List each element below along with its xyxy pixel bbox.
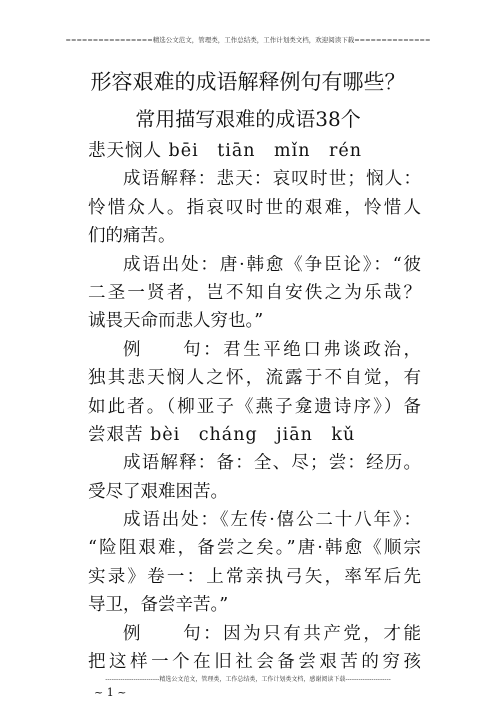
body-line: 受尽了艰难困苦。 xyxy=(88,481,228,502)
body-line: 如此者。（柳亚子《燕子龛遗诗序》）备 xyxy=(88,396,421,417)
page-number: ~ 1 ~ xyxy=(94,686,127,699)
footer-banner: -------------------------精选公文范文，管理类，工作总结类，工作计划类文档，感谢阅读下载--------------------- xyxy=(105,676,391,683)
body-line: 独其悲天悯人之怀，流露于不自觉，有 xyxy=(88,368,421,389)
body-line: 导卫，备尝辛苦。” xyxy=(88,595,229,616)
header-banner: ================精选公文范文，管理类，工作总结类，工作计划类文档，欢迎阅读下载============== xyxy=(65,36,431,44)
idiom-heading: 尝艰苦 bèi cháng jiān kǔ xyxy=(88,424,356,445)
body-line: 们的痛苦。 xyxy=(88,226,176,247)
example-line: 例 句：因为只有共产党，才能 xyxy=(123,623,421,644)
document-body xyxy=(88,137,421,676)
source-line: 成语出处：唐·韩愈《争臣论》：“彼 xyxy=(123,254,421,275)
example-line: 例 句：君生平绝口弗谈政治， xyxy=(123,339,421,360)
source-line: 成语出处：《左传·僖公二十八年》： xyxy=(123,510,421,531)
explanation-line: 成语解释：备：全、尽；尝：经历。 xyxy=(123,453,421,474)
document-subtitle: 常用描写艰难的成语38个 xyxy=(135,107,361,131)
body-line: “险阻艰难，备尝之矣。”唐·韩愈《顺宗 xyxy=(88,538,421,559)
document-title: 形容艰难的成语解释例句有哪些？ xyxy=(90,70,406,94)
body-line: 把这样一个在旧社会备尝艰苦的穷孩 xyxy=(88,652,421,673)
idiom-heading: 悲天悯人 bēi tiān mǐn rén xyxy=(88,141,363,161)
body-line: 实录》卷一：上常亲执弓矢，率军后先 xyxy=(88,566,421,587)
body-line: 诚畏天命而悲人穷也。” xyxy=(88,311,264,332)
body-line: 怜惜众人。指哀叹时世的艰难，怜惜人 xyxy=(88,197,421,218)
explanation-line: 成语解释：悲天：哀叹时世；悯人： xyxy=(123,169,421,190)
body-line: 二圣一贤者，岂不知自安佚之为乐哉？ xyxy=(88,282,421,303)
